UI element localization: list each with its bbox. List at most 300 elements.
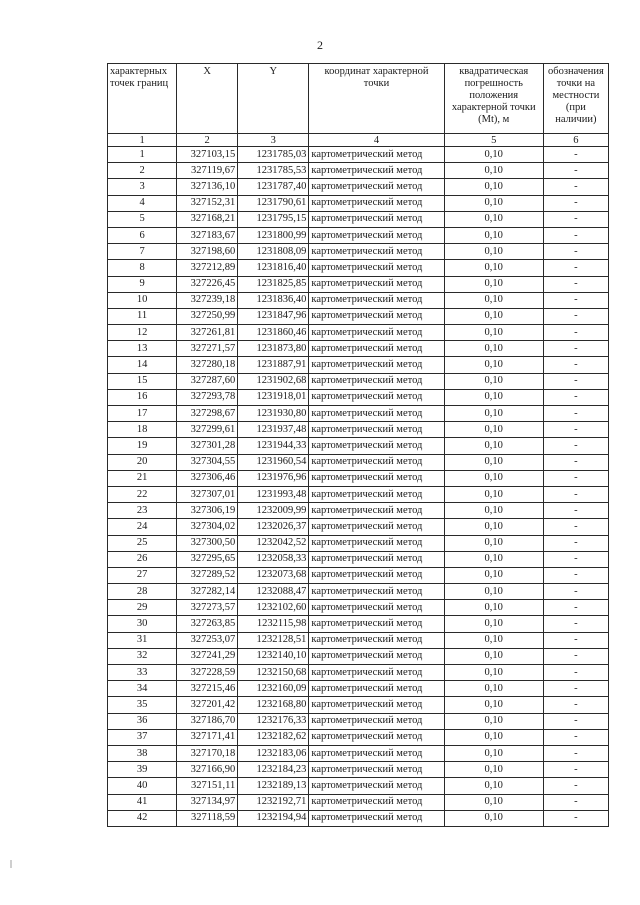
method: картометрический метод xyxy=(309,713,444,729)
designation: - xyxy=(543,794,608,810)
point-number: 4 xyxy=(108,195,177,211)
table-row xyxy=(108,341,609,357)
error-value: 0,10 xyxy=(444,227,543,243)
column-number: 2 xyxy=(177,134,238,147)
x-coordinate: 327293,78 xyxy=(177,389,238,405)
x-coordinate: 327152,31 xyxy=(177,195,238,211)
point-number: 3 xyxy=(108,179,177,195)
table-row xyxy=(108,406,609,422)
method: картометрический метод xyxy=(309,357,444,373)
point-number: 12 xyxy=(108,325,177,341)
table-row xyxy=(108,260,609,276)
point-number: 10 xyxy=(108,292,177,308)
error-value: 0,10 xyxy=(444,179,543,195)
point-number: 14 xyxy=(108,357,177,373)
header-x: X xyxy=(177,64,238,134)
column-number: 1 xyxy=(108,134,177,147)
method: картометрический метод xyxy=(309,163,444,179)
y-coordinate: 1232058,33 xyxy=(238,551,309,567)
designation: - xyxy=(543,681,608,697)
designation: - xyxy=(543,665,608,681)
header-designation: обозначения точки на местности (при наличии) xyxy=(543,64,608,134)
designation: - xyxy=(543,810,608,826)
designation: - xyxy=(543,697,608,713)
y-coordinate: 1232073,68 xyxy=(238,567,309,583)
table-row xyxy=(108,681,609,697)
table-row xyxy=(108,227,609,243)
method: картометрический метод xyxy=(309,648,444,664)
y-coordinate: 1232009,99 xyxy=(238,503,309,519)
designation: - xyxy=(543,163,608,179)
point-number: 21 xyxy=(108,470,177,486)
x-coordinate: 327228,59 xyxy=(177,665,238,681)
designation: - xyxy=(543,745,608,761)
method: картометрический метод xyxy=(309,519,444,535)
point-number: 18 xyxy=(108,422,177,438)
designation: - xyxy=(543,244,608,260)
y-coordinate: 1232088,47 xyxy=(238,584,309,600)
error-value: 0,10 xyxy=(444,260,543,276)
point-number: 22 xyxy=(108,486,177,502)
y-coordinate: 1231836,40 xyxy=(238,292,309,308)
x-coordinate: 327304,55 xyxy=(177,454,238,470)
method: картометрический метод xyxy=(309,600,444,616)
x-coordinate: 327306,19 xyxy=(177,503,238,519)
y-coordinate: 1231847,96 xyxy=(238,308,309,324)
x-coordinate: 327306,46 xyxy=(177,470,238,486)
method: картометрический метод xyxy=(309,211,444,227)
error-value: 0,10 xyxy=(444,276,543,292)
point-number: 15 xyxy=(108,373,177,389)
x-coordinate: 327295,65 xyxy=(177,551,238,567)
error-value: 0,10 xyxy=(444,486,543,502)
designation: - xyxy=(543,762,608,778)
y-coordinate: 1232192,71 xyxy=(238,794,309,810)
error-value: 0,10 xyxy=(444,632,543,648)
table-row xyxy=(108,179,609,195)
error-value: 0,10 xyxy=(444,308,543,324)
column-number: 5 xyxy=(444,134,543,147)
x-coordinate: 327170,18 xyxy=(177,745,238,761)
point-number: 34 xyxy=(108,681,177,697)
designation: - xyxy=(543,567,608,583)
error-value: 0,10 xyxy=(444,616,543,632)
table-row xyxy=(108,244,609,260)
method: картометрический метод xyxy=(309,195,444,211)
point-number: 2 xyxy=(108,163,177,179)
y-coordinate: 1232194,94 xyxy=(238,810,309,826)
x-coordinate: 327171,41 xyxy=(177,729,238,745)
table-row xyxy=(108,810,609,826)
table-row xyxy=(108,794,609,810)
coordinates-table xyxy=(107,63,609,827)
point-number: 17 xyxy=(108,406,177,422)
y-coordinate: 1232176,33 xyxy=(238,713,309,729)
y-coordinate: 1231800,99 xyxy=(238,227,309,243)
header-row xyxy=(108,64,609,134)
x-coordinate: 327261,81 xyxy=(177,325,238,341)
x-coordinate: 327151,11 xyxy=(177,778,238,794)
table-row xyxy=(108,325,609,341)
designation: - xyxy=(543,519,608,535)
y-coordinate: 1231873,80 xyxy=(238,341,309,357)
error-value: 0,10 xyxy=(444,389,543,405)
point-number: 27 xyxy=(108,567,177,583)
table-row xyxy=(108,729,609,745)
point-number: 36 xyxy=(108,713,177,729)
designation: - xyxy=(543,778,608,794)
y-coordinate: 1231960,54 xyxy=(238,454,309,470)
table-row xyxy=(108,486,609,502)
point-number: 13 xyxy=(108,341,177,357)
point-number: 16 xyxy=(108,389,177,405)
x-coordinate: 327301,28 xyxy=(177,438,238,454)
table-row xyxy=(108,713,609,729)
designation: - xyxy=(543,503,608,519)
y-coordinate: 1231808,09 xyxy=(238,244,309,260)
point-number: 9 xyxy=(108,276,177,292)
method: картометрический метод xyxy=(309,681,444,697)
header-method: координат характерной точки xyxy=(309,64,444,134)
error-value: 0,10 xyxy=(444,794,543,810)
method: картометрический метод xyxy=(309,745,444,761)
designation: - xyxy=(543,373,608,389)
point-number: 7 xyxy=(108,244,177,260)
table-row xyxy=(108,373,609,389)
x-coordinate: 327198,60 xyxy=(177,244,238,260)
method: картометрический метод xyxy=(309,260,444,276)
method: картометрический метод xyxy=(309,147,444,163)
method: картометрический метод xyxy=(309,567,444,583)
x-coordinate: 327226,45 xyxy=(177,276,238,292)
error-value: 0,10 xyxy=(444,648,543,664)
method: картометрический метод xyxy=(309,503,444,519)
point-number: 31 xyxy=(108,632,177,648)
x-coordinate: 327250,99 xyxy=(177,308,238,324)
y-coordinate: 1231993,48 xyxy=(238,486,309,502)
error-value: 0,10 xyxy=(444,681,543,697)
header-y: Y xyxy=(238,64,309,134)
error-value: 0,10 xyxy=(444,584,543,600)
error-value: 0,10 xyxy=(444,729,543,745)
method: картометрический метод xyxy=(309,276,444,292)
point-number: 41 xyxy=(108,794,177,810)
point-number: 32 xyxy=(108,648,177,664)
designation: - xyxy=(543,389,608,405)
designation: - xyxy=(543,227,608,243)
y-coordinate: 1231816,40 xyxy=(238,260,309,276)
method: картометрический метод xyxy=(309,341,444,357)
method: картометрический метод xyxy=(309,179,444,195)
designation: - xyxy=(543,292,608,308)
error-value: 0,10 xyxy=(444,341,543,357)
point-number: 5 xyxy=(108,211,177,227)
table-body xyxy=(108,147,609,827)
y-coordinate: 1232184,23 xyxy=(238,762,309,778)
method: картометрический метод xyxy=(309,551,444,567)
error-value: 0,10 xyxy=(444,535,543,551)
column-number: 3 xyxy=(238,134,309,147)
method: картометрический метод xyxy=(309,697,444,713)
y-coordinate: 1231918,01 xyxy=(238,389,309,405)
method: картометрический метод xyxy=(309,616,444,632)
designation: - xyxy=(543,422,608,438)
error-value: 0,10 xyxy=(444,163,543,179)
y-coordinate: 1231902,68 xyxy=(238,373,309,389)
point-number: 26 xyxy=(108,551,177,567)
page-number: 2 xyxy=(317,38,323,52)
point-number: 1 xyxy=(108,147,177,163)
designation: - xyxy=(543,616,608,632)
designation: - xyxy=(543,486,608,502)
y-coordinate: 1231944,33 xyxy=(238,438,309,454)
x-coordinate: 327119,67 xyxy=(177,163,238,179)
point-number: 20 xyxy=(108,454,177,470)
method: картометрический метод xyxy=(309,454,444,470)
method: картометрический метод xyxy=(309,308,444,324)
error-value: 0,10 xyxy=(444,503,543,519)
error-value: 0,10 xyxy=(444,470,543,486)
point-number: 25 xyxy=(108,535,177,551)
x-coordinate: 327289,52 xyxy=(177,567,238,583)
error-value: 0,10 xyxy=(444,665,543,681)
table-row xyxy=(108,308,609,324)
error-value: 0,10 xyxy=(444,567,543,583)
y-coordinate: 1232140,10 xyxy=(238,648,309,664)
y-coordinate: 1231785,03 xyxy=(238,147,309,163)
column-number: 6 xyxy=(543,134,608,147)
table-row xyxy=(108,519,609,535)
designation: - xyxy=(543,260,608,276)
error-value: 0,10 xyxy=(444,195,543,211)
error-value: 0,10 xyxy=(444,745,543,761)
method: картометрический метод xyxy=(309,535,444,551)
error-value: 0,10 xyxy=(444,600,543,616)
x-coordinate: 327134,97 xyxy=(177,794,238,810)
point-number: 40 xyxy=(108,778,177,794)
table-row xyxy=(108,454,609,470)
table-row xyxy=(108,665,609,681)
header-point-name: характерных точек границ xyxy=(108,64,177,134)
x-coordinate: 327186,70 xyxy=(177,713,238,729)
designation: - xyxy=(543,357,608,373)
table-row xyxy=(108,551,609,567)
x-coordinate: 327282,14 xyxy=(177,584,238,600)
method: картометрический метод xyxy=(309,373,444,389)
point-number: 29 xyxy=(108,600,177,616)
y-coordinate: 1231976,96 xyxy=(238,470,309,486)
x-coordinate: 327263,85 xyxy=(177,616,238,632)
point-number: 39 xyxy=(108,762,177,778)
table-row xyxy=(108,503,609,519)
table-row xyxy=(108,697,609,713)
point-number: 6 xyxy=(108,227,177,243)
designation: - xyxy=(543,325,608,341)
y-coordinate: 1232182,62 xyxy=(238,729,309,745)
designation: - xyxy=(543,648,608,664)
x-coordinate: 327304,02 xyxy=(177,519,238,535)
method: картометрический метод xyxy=(309,406,444,422)
x-coordinate: 327103,15 xyxy=(177,147,238,163)
y-coordinate: 1231785,53 xyxy=(238,163,309,179)
header-error: квадратическая погрешность положения характерной точки (Mt), м xyxy=(444,64,543,134)
table-row xyxy=(108,147,609,163)
method: картометрический метод xyxy=(309,778,444,794)
x-coordinate: 327212,89 xyxy=(177,260,238,276)
x-coordinate: 327298,67 xyxy=(177,406,238,422)
designation: - xyxy=(543,535,608,551)
x-coordinate: 327168,21 xyxy=(177,211,238,227)
error-value: 0,10 xyxy=(444,551,543,567)
y-coordinate: 1232128,51 xyxy=(238,632,309,648)
point-number: 11 xyxy=(108,308,177,324)
point-number: 33 xyxy=(108,665,177,681)
x-coordinate: 327239,18 xyxy=(177,292,238,308)
table-row xyxy=(108,762,609,778)
designation: - xyxy=(543,470,608,486)
y-coordinate: 1231887,91 xyxy=(238,357,309,373)
x-coordinate: 327136,10 xyxy=(177,179,238,195)
error-value: 0,10 xyxy=(444,211,543,227)
error-value: 0,10 xyxy=(444,438,543,454)
method: картометрический метод xyxy=(309,470,444,486)
error-value: 0,10 xyxy=(444,406,543,422)
point-number: 42 xyxy=(108,810,177,826)
table-row xyxy=(108,535,609,551)
x-coordinate: 327299,61 xyxy=(177,422,238,438)
designation: - xyxy=(543,729,608,745)
x-coordinate: 327307,01 xyxy=(177,486,238,502)
y-coordinate: 1231937,48 xyxy=(238,422,309,438)
method: картометрический метод xyxy=(309,762,444,778)
x-coordinate: 327183,67 xyxy=(177,227,238,243)
table-row xyxy=(108,584,609,600)
method: картометрический метод xyxy=(309,729,444,745)
table-row xyxy=(108,648,609,664)
error-value: 0,10 xyxy=(444,697,543,713)
designation: - xyxy=(543,600,608,616)
point-number: 37 xyxy=(108,729,177,745)
designation: - xyxy=(543,211,608,227)
y-coordinate: 1231930,80 xyxy=(238,406,309,422)
error-value: 0,10 xyxy=(444,292,543,308)
y-coordinate: 1231860,46 xyxy=(238,325,309,341)
table-row xyxy=(108,567,609,583)
point-number: 38 xyxy=(108,745,177,761)
method: картометрический метод xyxy=(309,810,444,826)
table-row xyxy=(108,211,609,227)
table-row xyxy=(108,389,609,405)
table-row xyxy=(108,195,609,211)
x-coordinate: 327215,46 xyxy=(177,681,238,697)
y-coordinate: 1232026,37 xyxy=(238,519,309,535)
designation: - xyxy=(543,438,608,454)
method: картометрический метод xyxy=(309,422,444,438)
designation: - xyxy=(543,179,608,195)
x-coordinate: 327280,18 xyxy=(177,357,238,373)
method: картометрический метод xyxy=(309,292,444,308)
table-row xyxy=(108,616,609,632)
point-number: 30 xyxy=(108,616,177,632)
table-row xyxy=(108,438,609,454)
table-row xyxy=(108,422,609,438)
designation: - xyxy=(543,308,608,324)
error-value: 0,10 xyxy=(444,454,543,470)
method: картометрический метод xyxy=(309,244,444,260)
designation: - xyxy=(543,713,608,729)
table-row xyxy=(108,632,609,648)
point-number: 8 xyxy=(108,260,177,276)
table-row xyxy=(108,276,609,292)
x-coordinate: 327118,59 xyxy=(177,810,238,826)
point-number: 24 xyxy=(108,519,177,535)
error-value: 0,10 xyxy=(444,244,543,260)
y-coordinate: 1231825,85 xyxy=(238,276,309,292)
designation: - xyxy=(543,147,608,163)
y-coordinate: 1232183,06 xyxy=(238,745,309,761)
error-value: 0,10 xyxy=(444,762,543,778)
error-value: 0,10 xyxy=(444,357,543,373)
error-value: 0,10 xyxy=(444,422,543,438)
x-coordinate: 327166,90 xyxy=(177,762,238,778)
designation: - xyxy=(543,454,608,470)
y-coordinate: 1232042,52 xyxy=(238,535,309,551)
y-coordinate: 1232150,68 xyxy=(238,665,309,681)
table-row xyxy=(108,778,609,794)
y-coordinate: 1232115,98 xyxy=(238,616,309,632)
designation: - xyxy=(543,551,608,567)
designation: - xyxy=(543,276,608,292)
method: картометрический метод xyxy=(309,389,444,405)
column-number-row xyxy=(108,134,609,147)
y-coordinate: 1232102,60 xyxy=(238,600,309,616)
x-coordinate: 327300,50 xyxy=(177,535,238,551)
method: картометрический метод xyxy=(309,665,444,681)
method: картометрический метод xyxy=(309,438,444,454)
method: картометрический метод xyxy=(309,794,444,810)
y-coordinate: 1232160,09 xyxy=(238,681,309,697)
point-number: 23 xyxy=(108,503,177,519)
error-value: 0,10 xyxy=(444,373,543,389)
y-coordinate: 1231787,40 xyxy=(238,179,309,195)
table-row xyxy=(108,163,609,179)
point-number: 28 xyxy=(108,584,177,600)
error-value: 0,10 xyxy=(444,778,543,794)
y-coordinate: 1231790,61 xyxy=(238,195,309,211)
method: картометрический метод xyxy=(309,486,444,502)
y-coordinate: 1231795,15 xyxy=(238,211,309,227)
table-row xyxy=(108,357,609,373)
column-number: 4 xyxy=(309,134,444,147)
designation: - xyxy=(543,584,608,600)
designation: - xyxy=(543,406,608,422)
designation: - xyxy=(543,195,608,211)
y-coordinate: 1232168,80 xyxy=(238,697,309,713)
table-row xyxy=(108,745,609,761)
error-value: 0,10 xyxy=(444,713,543,729)
x-coordinate: 327271,57 xyxy=(177,341,238,357)
table-row xyxy=(108,292,609,308)
error-value: 0,10 xyxy=(444,325,543,341)
x-coordinate: 327253,07 xyxy=(177,632,238,648)
point-number: 19 xyxy=(108,438,177,454)
designation: - xyxy=(543,632,608,648)
x-coordinate: 327273,57 xyxy=(177,600,238,616)
method: картометрический метод xyxy=(309,325,444,341)
x-coordinate: 327201,42 xyxy=(177,697,238,713)
table-row xyxy=(108,470,609,486)
error-value: 0,10 xyxy=(444,519,543,535)
